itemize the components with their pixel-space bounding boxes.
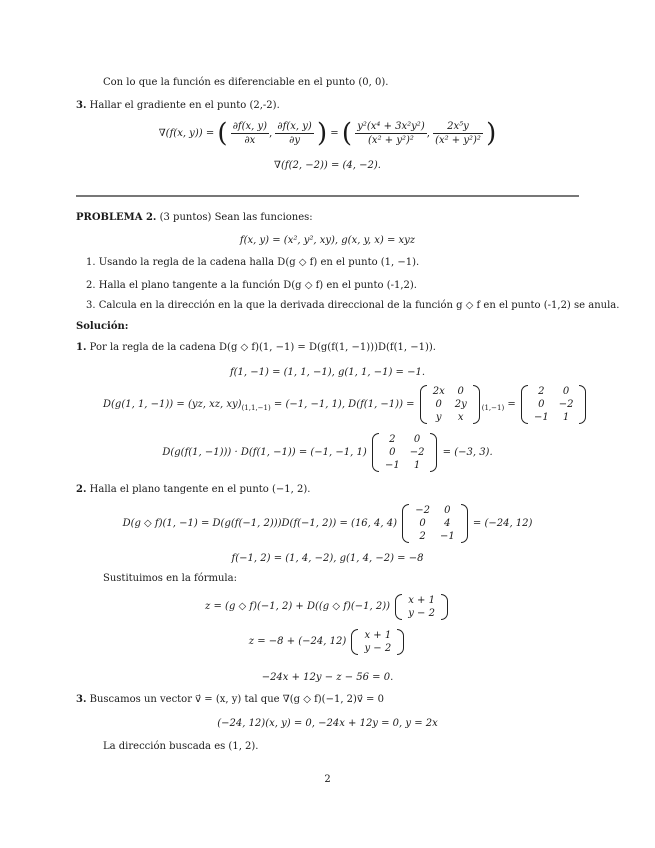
problem-item-2: 2. Halla el plano tangente a la función D(g ◇ f) en el punto (-1,2).: [86, 280, 417, 291]
gradient-value: ∇(f(2, −2)) = (4, −2).: [274, 160, 381, 171]
solution-1-heading: [76, 342, 436, 354]
solution-1-eq2-mid: = (−1, −1, 1), D(f(1, −1)) =: [273, 399, 415, 410]
solution-2-heading: [76, 484, 310, 496]
solution-2-vector: x + 1 y − 2: [393, 594, 450, 620]
solution-1-eq3: [0, 430, 655, 476]
solution-1-eq2-left-sub: (1,1,−1): [241, 404, 271, 412]
item-3-heading: [76, 100, 280, 112]
gradient-component-2: $\frac{\text{2x⁵y}}{\text{(x² + y²)²}}$: [435, 121, 481, 146]
gradient-formula: ∇(f(x, y)) = ( $\frac{\partial f(x, y)}{\partial x}$ , $\frac{\partial f(x, y)}{\partial y}$ ) = ( $\frac{\text{y²(x⁴ + 3x²y²)}}{\text{(x² + y²)²}}$ , $\frac{\text{2x⁵y}}{\text{(x² + y²)²}}$ ): [158, 118, 497, 149]
problem-title: PROBLEMA 2.: [76, 212, 157, 223]
gradient-partial-x: $\frac{\partial f(x, y)}{\partial x}$: [232, 121, 268, 146]
problem-intro: (3 puntos) Sean las funciones:: [159, 212, 313, 223]
solution-3-direction: La dirección buscada es (1, 2).: [103, 741, 259, 752]
solution-2-eq1-right: = (−24, 12): [472, 518, 533, 529]
jacobian-numeric-matrix: 2 0 0 −2 −1 1: [519, 385, 589, 424]
solution-2-eq4-left: z = −8 + (−24, 12): [248, 636, 347, 647]
solution-3-heading: [76, 694, 384, 706]
problem-functions: f(x, y) = (x², y², xy), g(x, y, x) = xyz: [239, 235, 416, 246]
jacobian-symbolic-matrix: 2x 0 0 2y y x: [418, 385, 482, 424]
solution-1-eq3-left: D(g(f(1, −1))) · D(f(1, −1)) = (−1, −1, 1): [162, 447, 367, 458]
solution-1-product-matrix: 2 0 0 −2 −1 1: [370, 433, 440, 472]
solution-2-eq4: [0, 627, 655, 657]
solution-1-text: Por la regla de la cadena D(g ◇ f)(1, −1) = D(g(f(1, −1)))D(f(1, −1)).: [89, 342, 436, 353]
differentiable-statement: Con lo que la función es diferenciable en el punto (0, 0).: [103, 77, 389, 88]
problem-heading: [76, 212, 313, 224]
section-divider: [76, 195, 579, 197]
solution-2-substitute: Sustituimos en la fórmula:: [103, 573, 237, 584]
evaluation-point-sub: (1,−1): [481, 404, 505, 412]
solution-2-text: Halla el plano tangente en el punto (−1, 2).: [89, 484, 311, 495]
solution-2-eq1-left: D(g ◇ f)(1, −1) = D(g(f(−1, 2)))D(f(−1, 2)) = (16, 4, 4): [122, 518, 398, 529]
solution-3-number: 3.: [76, 694, 87, 705]
item-3-number: 3.: [76, 100, 87, 111]
solution-1-eq2-left: D(g(1, 1, −1)) = (yz, xz, xy): [103, 399, 242, 410]
problem-item-3: 3. Calcula en la dirección en la que la derivada direccional de la función g ◇ f en el punto (-1,2) se anula.: [86, 300, 620, 311]
solution-2-eq3: [0, 592, 655, 622]
tangent-plane-equation: −24x + 12y − z − 56 = 0.: [261, 672, 394, 683]
solution-2-eq3-left: z = (g ◇ f)(−1, 2) + D((g ◇ f)(−1, 2)): [205, 601, 391, 612]
solution-1-eq3-right: = (−3, 3).: [442, 447, 493, 458]
solution-2-vector-2: x + 1 y − 2: [349, 629, 406, 655]
gradient-partial-y: $\frac{\partial f(x, y)}{\partial y}$: [277, 121, 312, 146]
solution-2-eq1: [0, 501, 655, 547]
item-3-text: Hallar el gradiente en el punto (2,-2).: [89, 100, 280, 111]
solution-2-eq2: f(−1, 2) = (1, 4, −2), g(1, 4, −2) = −8: [231, 553, 424, 564]
gradient-component-1: $\frac{\text{y²(x⁴ + 3x²y²)}}{\text{(x² + y²)²}}$: [357, 121, 425, 146]
solution-2-matrix: −2 0 0 4 2 −1: [400, 504, 470, 543]
solution-1-eq1: f(1, −1) = (1, 1, −1), g(1, 1, −1) = −1.: [229, 367, 426, 378]
gradient-lhs: ∇(f(x, y)) =: [158, 128, 215, 139]
solution-heading: Solución:: [76, 321, 129, 332]
solution-3-text: Buscamos un vector v⃗ = (x, y) tal que ∇(g ◇ f)(−1, 2)v⃗ = 0: [89, 694, 384, 705]
solution-1-eq2: D(g(1, 1, −1)) = (yz, xz, $xy)_{(1,1,-1)} = (-1$, −1, 1), D(f(1, −1)) = 2x 0 0 2y y x $_{(1,-1)}$ = 2 0 0 −2 −1 1: [103, 382, 588, 428]
solution-2-number: 2.: [76, 484, 87, 495]
page-number: 2: [324, 774, 331, 785]
solution-3-eq: (−24, 12)(x, y) = 0, −24x + 12y = 0, y = 2x: [217, 718, 438, 729]
solution-1-number: 1.: [76, 342, 87, 353]
problem-item-1: 1. Usando la regla de la cadena halla D(g ◇ f) en el punto (1, −1).: [86, 257, 420, 268]
